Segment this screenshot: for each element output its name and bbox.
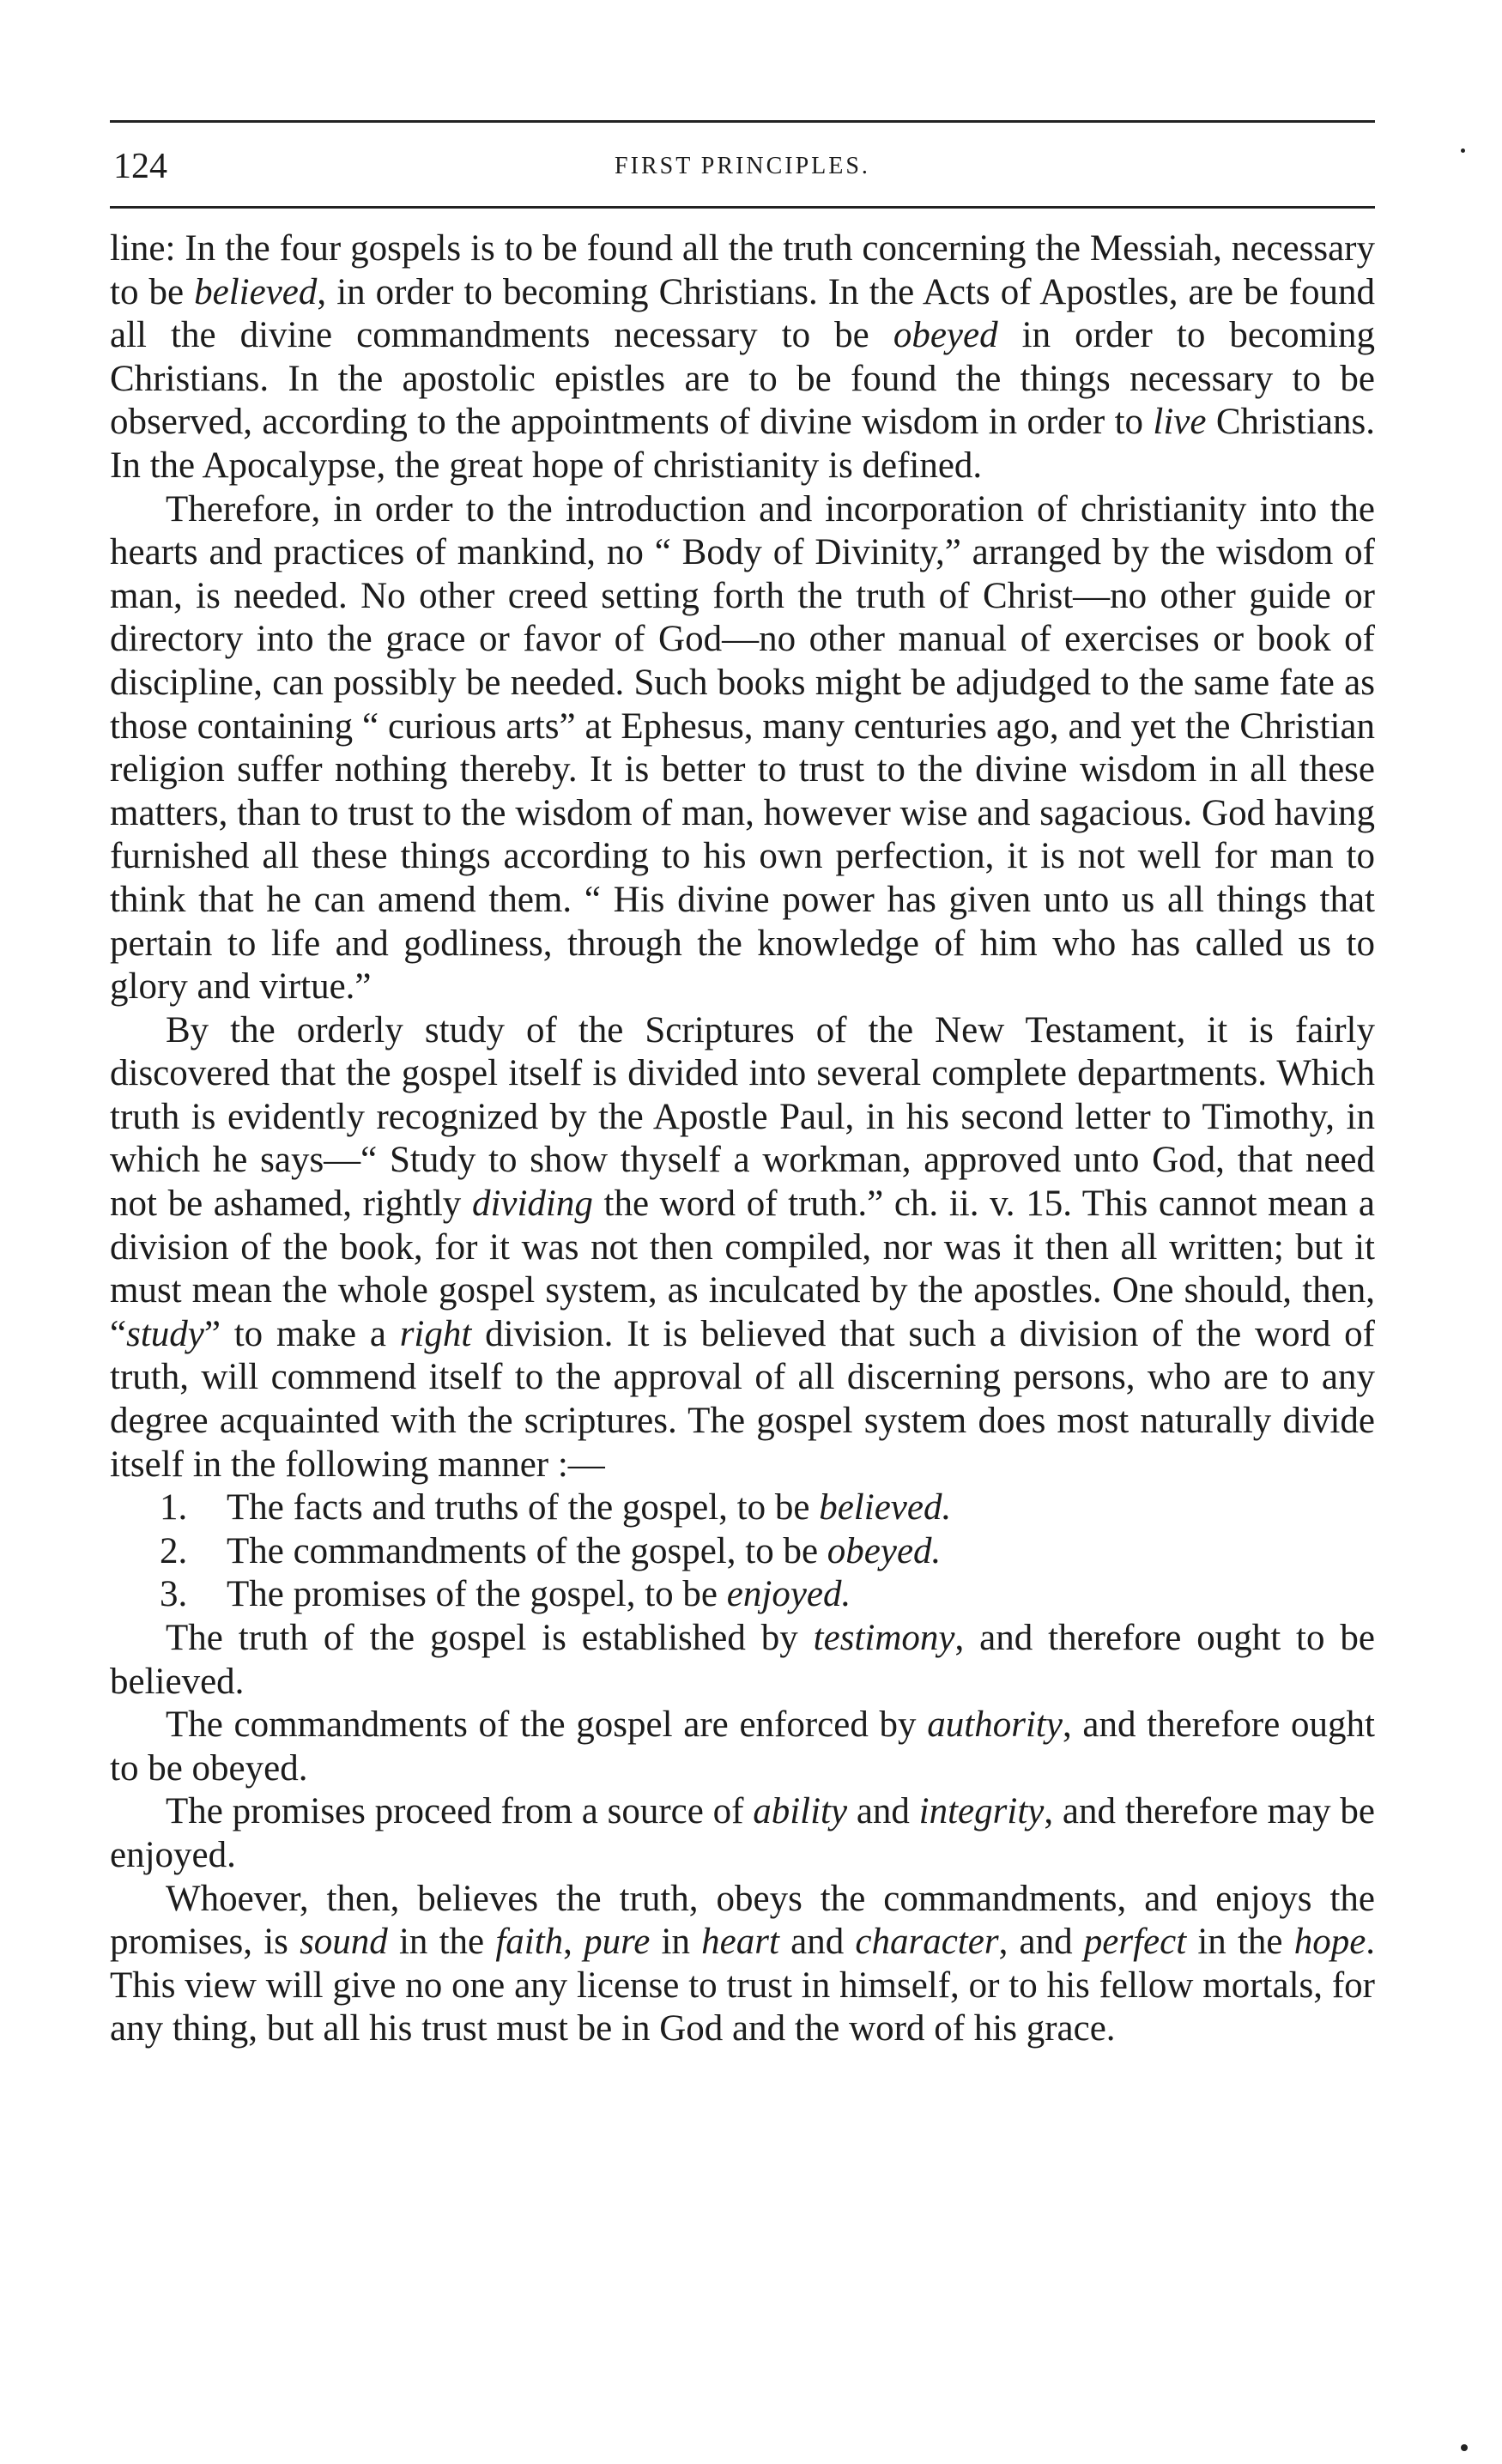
italic-text: character xyxy=(855,1922,999,1963)
text-run: in xyxy=(650,1922,702,1963)
text-run: in the xyxy=(1186,1922,1294,1963)
text-run: . This view will give no one any license to trust in himself, or to his fellow mortals, for any thing, but all his trust must be in God and the word of his grace. xyxy=(110,1922,1376,2049)
text-run: By the orderly study of the Scriptures of the New Testament, it is fairly discovered that the gospel itself is divided into several complete departments. Which truth is evidently recognized by the Apostle Paul, in his second letter to Timothy, in which he says—“ Study to show thyself a workman, approved unto God, that need not be ashamed, rightly xyxy=(110,1009,1375,1225)
italic-text: authority xyxy=(927,1704,1063,1746)
page-body xyxy=(110,227,1375,2051)
italic-text: obeyed xyxy=(893,315,998,356)
text-run: ” to make a xyxy=(203,1313,400,1354)
italic-text: ability xyxy=(753,1791,848,1832)
list-item-text xyxy=(227,1573,851,1617)
page-header xyxy=(110,146,1375,197)
italic-text: dividing xyxy=(471,1184,593,1225)
text-run: , xyxy=(563,1922,584,1963)
list-item-text xyxy=(227,1486,951,1530)
paragraph xyxy=(110,1878,1375,2051)
italic-text: live xyxy=(1153,402,1207,443)
paragraphs-after-list xyxy=(110,1617,1375,2051)
text-run: the word of truth.” ch. ii. v. 15. This cannot mean a division of the book, for it was not then compiled, nor was it then all written; but it must mean the whole gospel system, as inculcated by the apostles. One should, then, “ xyxy=(110,1184,1375,1354)
italic-text: right xyxy=(399,1313,472,1354)
list-item xyxy=(110,1530,1375,1574)
text-run: The promises of the gospel, to be xyxy=(227,1574,727,1615)
text-run: The truth of the gospel is established by xyxy=(166,1618,814,1658)
paragraph xyxy=(110,488,1375,1009)
italic-text: believed. xyxy=(819,1487,952,1529)
print-speck-bottom-right xyxy=(1461,2444,1468,2451)
italic-text: believed xyxy=(194,271,318,312)
list-item-number: 1. xyxy=(160,1487,188,1529)
text-run: , and therefore ought to be believed. xyxy=(110,1618,1375,1702)
paragraph xyxy=(110,1009,1375,1487)
text-run: division. It is believed that such a division of the word of truth, will commend itself to the approval of all discerning persons, who are to any degree acquainted with the scriptures. The gospel system does most naturally divide itself in the following manner :— xyxy=(110,1313,1375,1485)
italic-text: hope xyxy=(1293,1922,1366,1963)
text-run: The commandments of the gospel are enforced by xyxy=(166,1704,928,1746)
text-run: , and therefore may be enjoyed. xyxy=(110,1791,1375,1875)
italic-text: pure xyxy=(584,1922,651,1963)
italic-text: obeyed. xyxy=(827,1530,942,1571)
text-run: , in order to becoming Christians. In the Acts of Apostles, are be found all the divine commandments necessary to be xyxy=(110,271,1375,356)
italic-text: heart xyxy=(701,1922,779,1963)
text-run: , and xyxy=(998,1922,1084,1963)
text-run: in order to becoming Christians. In the apostolic epistles are to be found the things necessary to be observed, according to the appointments of divine wisdom in order to xyxy=(110,315,1375,443)
italic-text: faith xyxy=(495,1922,564,1963)
text-run: in the xyxy=(387,1922,496,1963)
numbered-list xyxy=(110,1486,1375,1617)
paragraph xyxy=(110,1704,1375,1790)
text-run: and xyxy=(778,1922,856,1963)
paragraphs-before-list xyxy=(110,227,1375,1486)
print-speck-top-right xyxy=(1461,148,1465,153)
italic-text: sound xyxy=(300,1922,388,1963)
text-run: The commandments of the gospel, to be xyxy=(227,1530,827,1571)
running-head: FIRST PRINCIPLES. xyxy=(615,153,870,179)
list-item-number: 3. xyxy=(160,1574,188,1615)
italic-text: perfect xyxy=(1083,1922,1187,1963)
text-run: Therefore, in order to the introduction and incorporation of christianity into the hearts and practices of mankind, no “ Body of Divinity,” arranged by the wisdom of man, is needed. No other creed setting forth the truth of Christ—no other guide or directory into the grace or favor of God—no other manual of exercises or book of discipline, can possibly be needed. Such books might be adjudged to the same fate as those containing “ curious arts” at Ephesus, many centuries ago, and yet the Christian religion suffer nothing thereby. It is better to trust to the divine wisdom in all these matters, than to trust to the wisdom of man, however wise and sagacious. God having furnished all these things according to his own perfection, it is not well for man to think that he can amend them. “ His divine power has given unto us all things that pertain to life and godliness, through the knowledge of him who has called us to glory and virtue.” xyxy=(110,488,1375,1008)
text-run: , and therefore ought to be obeyed. xyxy=(110,1704,1375,1789)
italic-text: integrity xyxy=(918,1791,1045,1832)
top-rule xyxy=(110,120,1375,123)
text-run: line: In the four gospels is to be found all the truth concerning the Messiah, necessary to be xyxy=(110,228,1375,312)
header-rule xyxy=(110,206,1375,209)
list-item xyxy=(110,1573,1375,1617)
italic-text: study xyxy=(126,1313,204,1354)
italic-text: testimony xyxy=(813,1618,955,1658)
paragraph xyxy=(110,1790,1375,1877)
text-run: and xyxy=(847,1791,919,1832)
text-run: The facts and truths of the gospel, to be xyxy=(227,1487,820,1529)
paragraph xyxy=(110,1617,1375,1704)
paragraph xyxy=(110,227,1375,488)
page-number: 124 xyxy=(113,147,167,186)
list-item-text xyxy=(227,1530,941,1574)
list-item-number: 2. xyxy=(160,1530,188,1571)
list-item xyxy=(110,1486,1375,1530)
text-run: Whoever, then, believes the truth, obeys the commandments, and enjoys the promises, is xyxy=(110,1878,1375,1963)
text-run: Christians. In the Apocalypse, the great hope of christianity is defined. xyxy=(110,402,1375,486)
text-run: The promises proceed from a source of xyxy=(166,1791,754,1832)
italic-text: enjoyed. xyxy=(726,1574,851,1615)
